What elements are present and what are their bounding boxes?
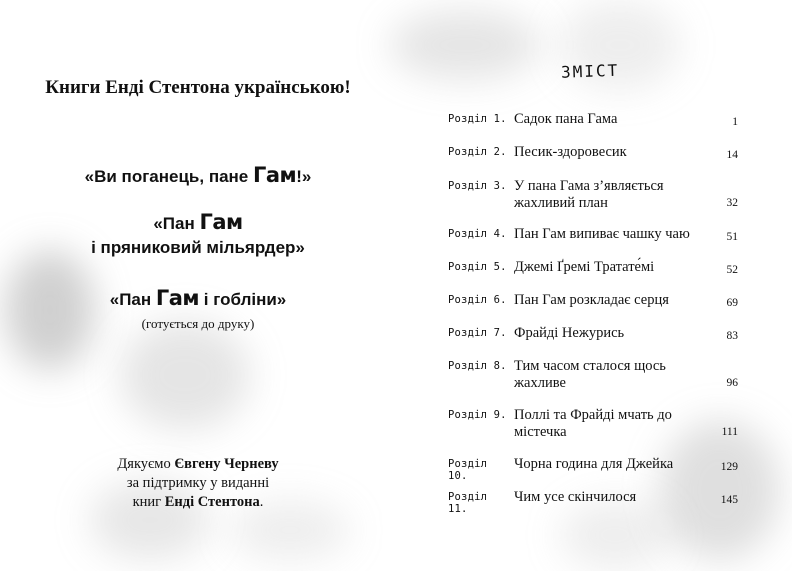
toc-chapter-label: Розділ 8.: [448, 360, 507, 372]
toc-chapter-label: Розділ 5.: [448, 261, 507, 273]
toc-page-number: 14: [726, 149, 738, 161]
toc-heading: ЗМІСТ: [560, 60, 620, 82]
thanks-name: Євгену Черневу: [174, 456, 279, 472]
thanks-line-3-pre: книг: [132, 494, 165, 510]
book-title-2-gum: Гам: [199, 210, 243, 234]
toc-chapter-title: Чорна година для Джейка: [514, 456, 674, 472]
toc-page-number: 52: [726, 264, 738, 276]
toc-chapter-title: Садок пана Гама: [514, 111, 618, 127]
toc-chapter-label: Розділ 3.: [448, 180, 507, 192]
book-title-3: [20, 286, 376, 312]
toc-chapter-title: Пан Гам розкладає серця: [514, 292, 669, 308]
toc-row: [396, 178, 792, 218]
forthcoming-note: (готується до друку): [141, 316, 255, 331]
toc-page-number: 129: [720, 461, 738, 473]
toc-chapter-title: У пана Гама з’являється жахливий план: [514, 178, 664, 211]
thanks-author: Енді Стентона: [164, 494, 260, 510]
thanks-pre: Дякуємо: [117, 456, 175, 472]
book-title-2-line1: [20, 210, 376, 236]
book-title-1-pre: «Ви поганець, пане: [84, 167, 253, 186]
toc-chapter-title: Пан Гам випиває чашку чаю: [514, 226, 690, 242]
toc-chapter-label: Розділ 9.: [448, 409, 507, 421]
toc-page-number: 111: [721, 426, 738, 438]
thanks-line-2: за підтримку у виданні: [126, 475, 270, 491]
toc-chapter-label: Розділ 7.: [448, 327, 507, 339]
book-title-3-gum: Гам: [155, 286, 200, 310]
toc-row: [396, 358, 792, 398]
toc-chapter-title: Тим часом сталося щось жахливе: [514, 358, 666, 391]
toc-page-number: 83: [726, 330, 738, 342]
right-page: [396, 0, 792, 571]
book-title-3-pre: «Пан: [109, 290, 156, 309]
books-heading: Книги Енді Стентона українською!: [45, 77, 351, 98]
acknowledgement: [40, 455, 356, 512]
toc-chapter-title: Фрайді Нежурись: [514, 325, 625, 341]
toc-chapter-title: Чим усе скінчилося: [514, 489, 637, 505]
thanks-line-3: [40, 493, 356, 512]
book-title-1: [20, 163, 376, 189]
toc-chapter-label: Розділ 4.: [448, 228, 507, 240]
toc-page-number: 96: [726, 377, 738, 389]
toc-page-number: 32: [726, 197, 738, 209]
toc-row: [396, 407, 792, 447]
toc-page-number: 145: [720, 494, 738, 506]
toc-chapter-title: Джемі Ґремі Тратате́мі: [514, 259, 655, 275]
toc-page-number: 1: [732, 116, 738, 128]
book-title-2-line2: і пряниковий мільярдер»: [91, 238, 305, 257]
toc-chapter-label: Розділ 6.: [448, 294, 507, 306]
book-title-1-gum: Гам: [253, 163, 297, 187]
toc-chapter-label: Розділ 1.: [448, 113, 507, 125]
toc-chapter-label: Розділ 11.: [448, 491, 488, 515]
toc-page-number: 51: [726, 231, 738, 243]
toc-chapter-title: Поллі та Фрайді мчать до містечка: [514, 407, 672, 440]
toc-chapter-label: Розділ 2.: [448, 146, 507, 158]
book-title-2-pre: «Пан: [153, 214, 200, 233]
book-title-2: [20, 210, 376, 260]
toc-row: [396, 489, 792, 529]
toc-page-number: 69: [726, 297, 738, 309]
toc-chapter-title: Песик-здоровесик: [514, 144, 627, 160]
thanks-line-3-post: .: [259, 494, 264, 510]
book-title-1-post: !»: [296, 167, 312, 186]
book-title-3-post: і гобліни»: [199, 290, 287, 309]
thanks-line-1: [40, 455, 356, 474]
toc-chapter-label: Розділ 10.: [448, 458, 488, 482]
